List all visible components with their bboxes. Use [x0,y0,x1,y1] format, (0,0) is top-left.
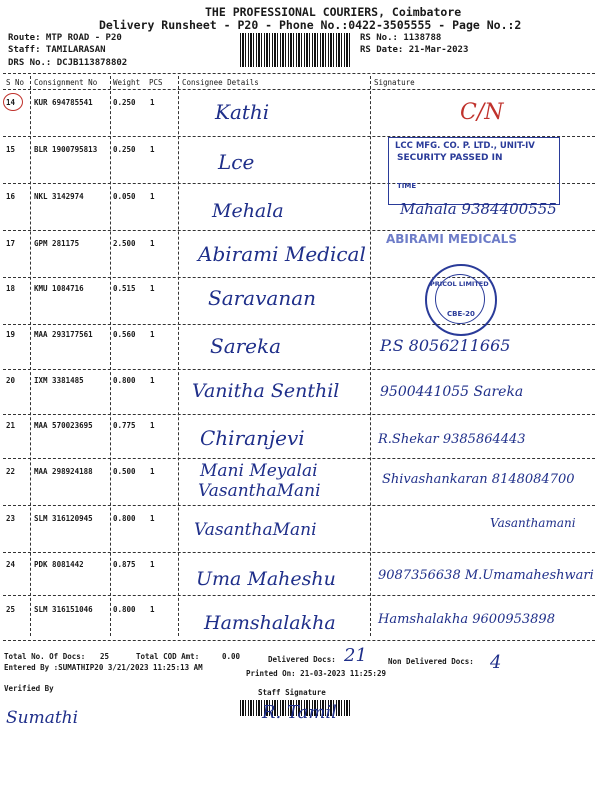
row-weight: 0.875 [113,560,136,569]
row-weight: 0.515 [113,284,136,293]
consignee-name: Saravanan [208,286,317,310]
row-pcs: 1 [150,284,155,293]
row-consignment: BLR 1900795813 [34,145,98,154]
row-divider [3,552,595,553]
signature: Mahala 9384400555 [400,200,557,218]
consignee-name-alt: VasanthaMani [198,481,321,501]
signature: Shivashankaran 8148084700 [382,472,575,487]
row-sno: 16 [6,192,16,201]
row-consignment: KUR 694785541 [34,98,93,107]
row-weight: 0.560 [113,330,136,339]
signature: Vasanthamani [490,516,576,530]
row-pcs: 1 [150,98,155,107]
row-consignment: KMU 1084716 [34,284,84,293]
total-cod: 0.00 [222,652,241,661]
row-weight: 0.775 [113,421,136,430]
signature: R.Shekar 9385864443 [378,432,526,447]
row-sno: 22 [6,467,16,476]
row-sno: 24 [6,560,16,569]
row-pcs: 1 [150,421,155,430]
row-weight: 2.500 [113,239,136,248]
row-sno: 25 [6,605,16,614]
runsheet-title: Delivery Runsheet - P20 - Phone No.:0422-3505555 - Page No.:2 [99,18,522,32]
consignee-name: Vanitha Senthil [192,380,340,402]
row-consignment: MAA 570023695 [34,421,93,430]
rs-number: RS No.: 1138788 [360,33,442,43]
row-weight: 0.050 [113,192,136,201]
pricol-stamp: PRICOL LIMITED CBE-20 [425,264,497,336]
row-sno: 21 [6,421,16,430]
security-stamp: LCC MFG. CO. P. LTD., UNIT-IV SECURITY PASSED IN TIME [388,137,560,205]
row-sno: 17 [6,239,16,248]
row-weight: 0.250 [113,145,136,154]
medicals-stamp: ABIRAMI MEDICALS [386,232,517,246]
total-docs: 25 [100,652,110,661]
row-weight: 0.250 [113,98,136,107]
consignee-name: Sareka [210,334,282,358]
signature: 9087356638 M.Umamaheshwari [378,568,594,583]
delivered-label: Delivered Docs: [268,655,336,664]
printed-on: Printed On: 21-03-2023 11:25:29 [246,669,386,678]
row-sno: 14 [6,98,16,107]
total-docs-label: Total No. Of Docs: [4,652,86,661]
row-consignment: SLM 316151046 [34,605,93,614]
row-divider [3,458,595,459]
row-sno: 18 [6,284,16,293]
barcode [240,33,350,67]
row-consignment: MAA 293177561 [34,330,93,339]
row-pcs: 1 [150,560,155,569]
row-consignment: GPM 281175 [34,239,80,248]
row-divider [3,324,595,325]
row-pcs: 1 [150,514,155,523]
row-divider [3,230,595,231]
row-sno: 20 [6,376,16,385]
signature: P.S 8056211665 [380,336,511,355]
col-signature: Signature [374,78,415,87]
row-pcs: 1 [150,467,155,476]
row-sno: 15 [6,145,16,154]
entered-by: Entered By :SUMATHIP20 3/21/2023 11:25:13 AM [4,663,203,672]
col-pcs: PCS [149,78,163,87]
col-sno: S No [6,78,25,87]
row-consignment: IXM 3381485 [34,376,84,385]
row-weight: 0.800 [113,605,136,614]
col-consignment: Consignment No [34,78,98,87]
circle-mark [3,93,23,111]
row-consignment: NKL 3142974 [34,192,84,201]
staff-signature-label: Staff Signature [258,688,326,697]
consignee-name: VasanthaMani [194,520,317,540]
consignee-name: Kathi [215,100,270,124]
staff: Staff: TAMILARASAN [8,45,106,55]
consignee-name: Mani Meyalai [200,461,318,481]
signature: 9500441055 Sareka [380,384,524,400]
route: Route: MTP ROAD - P20 [8,33,122,43]
row-sno: 23 [6,514,16,523]
row-pcs: 1 [150,330,155,339]
row-weight: 0.800 [113,376,136,385]
row-pcs: 1 [150,145,155,154]
row-pcs: 1 [150,192,155,201]
rs-date: RS Date: 21-Mar-2023 [360,45,469,55]
consignee-name: Uma Maheshu [196,568,336,590]
consignee-name: Abirami Medical [198,242,366,266]
total-cod-label: Total COD Amt: [136,652,200,661]
row-pcs: 1 [150,376,155,385]
row-pcs: 1 [150,605,155,614]
verified-by-label: Verified By [4,684,54,693]
consignee-name: Hamshalakha [204,612,336,634]
delivered-count: 21 [344,645,367,666]
consignee-name: Chiranjevi [200,426,305,450]
row-divider [3,89,595,90]
row-divider [3,369,595,370]
signature: Hamshalakha 9600953898 [378,612,555,627]
company-title: THE PROFESSIONAL COURIERS, Coimbatore [205,5,462,19]
row-pcs: 1 [150,239,155,248]
row-consignment: PDK 8081442 [34,560,84,569]
non-delivered-label: Non Delivered Docs: [388,657,474,666]
col-weight: Weight [113,78,141,87]
row-sno: 19 [6,330,16,339]
cn-mark: C/N [460,100,504,125]
row-consignment: SLM 316120945 [34,514,93,523]
verified-signature: Sumathi [6,708,79,728]
staff-signature: R. Tamil [262,702,337,723]
col-consignee: Consignee Details [182,78,259,87]
row-weight: 0.800 [113,514,136,523]
row-consignment: MAA 298924188 [34,467,93,476]
consignee-name: Lce [218,150,255,174]
row-divider [3,640,595,641]
drs-number: DRS No.: DCJB113878802 [8,58,128,68]
row-divider [3,277,595,278]
divider [3,73,595,74]
row-weight: 0.500 [113,467,136,476]
non-delivered-count: 4 [490,652,502,673]
row-divider [3,595,595,596]
row-divider [3,505,595,506]
consignee-name: Mehala [212,200,284,222]
row-divider [3,414,595,415]
